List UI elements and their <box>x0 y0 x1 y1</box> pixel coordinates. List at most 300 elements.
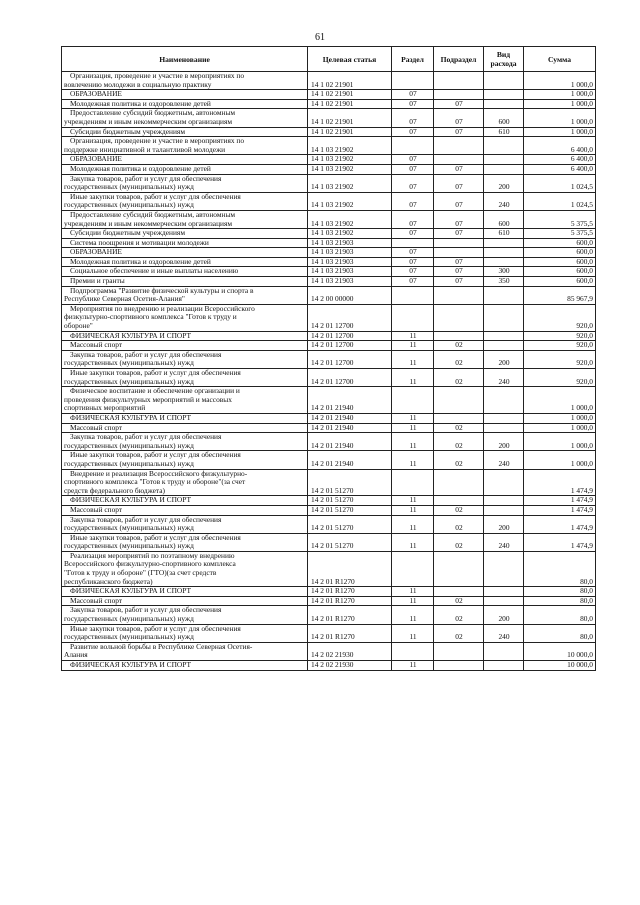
row-name <box>62 72 308 90</box>
row-name-line: спортивных мероприятий <box>64 403 146 413</box>
row-name-line: вовлечению молодежи в социальную практику <box>64 79 212 89</box>
row-target-article: 14 1 03 21903 <box>308 277 392 287</box>
table-row <box>62 387 596 414</box>
row-sum: 80,0 <box>524 596 596 606</box>
row-target-article: 14 2 01 21940 <box>308 423 392 433</box>
row-expense-type <box>484 587 524 597</box>
row-target-article: 14 1 03 21902 <box>308 155 392 165</box>
row-sum: 1 000,0 <box>524 413 596 423</box>
row-subsection: 02 <box>434 606 484 624</box>
row-expense-type <box>484 661 524 671</box>
row-subsection <box>434 286 484 304</box>
row-name <box>62 551 308 586</box>
row-subsection: 07 <box>434 229 484 239</box>
table-row <box>62 90 596 100</box>
row-section: 11 <box>392 413 434 423</box>
row-expense-type: 200 <box>484 433 524 451</box>
row-name-line: государственных (муниципальных) нужд <box>64 523 194 533</box>
table-row <box>62 661 596 671</box>
row-subsection <box>434 551 484 586</box>
row-sum: 600,0 <box>524 248 596 258</box>
table-row <box>62 350 596 368</box>
header-section: Раздел <box>392 47 434 72</box>
row-name <box>62 248 308 258</box>
row-section: 11 <box>392 433 434 451</box>
row-subsection <box>434 413 484 423</box>
table-row <box>62 192 596 210</box>
row-target-article: 14 2 01 21940 <box>308 451 392 469</box>
row-name <box>62 304 308 331</box>
row-target-article: 14 2 01 21940 <box>308 387 392 414</box>
table-row <box>62 496 596 506</box>
row-name <box>62 109 308 127</box>
row-name-line: государственных (муниципальных) нужд <box>64 541 194 551</box>
row-expense-type <box>484 387 524 414</box>
row-section: 11 <box>392 596 434 606</box>
table-row <box>62 469 596 496</box>
row-target-article: 14 1 03 21902 <box>308 192 392 210</box>
row-name <box>62 505 308 515</box>
row-expense-type: 350 <box>484 277 524 287</box>
row-name-line: Предоставление субсидий бюджетным, автономным <box>70 108 236 118</box>
row-section <box>392 72 434 90</box>
row-sum: 920,0 <box>524 350 596 368</box>
row-expense-type <box>484 596 524 606</box>
row-section <box>392 642 434 660</box>
row-name-line: Организация, проведение и участие в мероприятиях по <box>70 71 245 80</box>
row-name-line: Алания <box>64 650 88 660</box>
row-name-line: Организация, проведение и участие в мероприятиях по <box>70 136 245 146</box>
row-expense-type <box>484 642 524 660</box>
row-sum: 1 000,0 <box>524 109 596 127</box>
row-name-line: республиканского бюджета) <box>64 576 153 586</box>
table-row <box>62 72 596 90</box>
row-name <box>62 606 308 624</box>
row-name-line: ФИЗИЧЕСКАЯ КУЛЬТУРА И СПОРТ <box>70 330 191 340</box>
row-section <box>392 137 434 155</box>
row-expense-type <box>484 90 524 100</box>
row-target-article: 14 2 01 12700 <box>308 369 392 387</box>
table-row <box>62 533 596 551</box>
row-sum: 1 474,9 <box>524 515 596 533</box>
row-expense-type: 200 <box>484 350 524 368</box>
row-name-line: Иные закупки товаров, работ и услуг для обеспечения <box>70 368 241 377</box>
row-name <box>62 496 308 506</box>
row-expense-type: 610 <box>484 127 524 137</box>
row-expense-type <box>484 137 524 155</box>
row-target-article: 14 2 01 51270 <box>308 469 392 496</box>
row-section: 11 <box>392 341 434 351</box>
row-name <box>62 137 308 155</box>
row-expense-type <box>484 286 524 304</box>
row-subsection: 02 <box>434 624 484 642</box>
row-target-article: 14 2 01 R1270 <box>308 624 392 642</box>
table-row <box>62 155 596 165</box>
row-section: 11 <box>392 515 434 533</box>
row-name-line: государственных (муниципальных) нужд <box>64 376 194 386</box>
row-name-line: государственных (муниципальных) нужд <box>64 440 194 450</box>
row-name <box>62 413 308 423</box>
row-name-line: Мероприятия по внедрению и реализации Всероссийского <box>70 303 255 313</box>
row-subsection <box>434 90 484 100</box>
row-expense-type: 300 <box>484 267 524 277</box>
row-target-article: 14 2 01 12700 <box>308 304 392 331</box>
row-target-article: 14 2 01 12700 <box>308 331 392 341</box>
row-name-line: Премии и гранты <box>70 276 125 286</box>
row-expense-type <box>484 72 524 90</box>
row-name-line: государственных (муниципальных) нужд <box>64 182 194 192</box>
row-name <box>62 210 308 228</box>
row-subsection: 07 <box>434 164 484 174</box>
row-target-article: 14 2 01 51270 <box>308 533 392 551</box>
row-section <box>392 387 434 414</box>
row-name-line: государственных (муниципальных) нужд <box>64 200 194 210</box>
row-name <box>62 341 308 351</box>
row-section: 11 <box>392 505 434 515</box>
row-name <box>62 90 308 100</box>
table-header-row <box>62 47 596 72</box>
row-target-article: 14 1 02 21901 <box>308 99 392 109</box>
row-target-article: 14 2 01 R1270 <box>308 606 392 624</box>
table-row <box>62 137 596 155</box>
row-expense-type <box>484 505 524 515</box>
row-name-line: государственных (муниципальных) нужд <box>64 458 194 468</box>
row-sum: 920,0 <box>524 369 596 387</box>
row-sum: 6 400,0 <box>524 164 596 174</box>
row-target-article: 14 1 03 21903 <box>308 238 392 248</box>
row-sum: 600,0 <box>524 238 596 248</box>
table-row <box>62 515 596 533</box>
row-name-line: Молодежная политика и оздоровление детей <box>70 256 211 266</box>
table-row <box>62 642 596 660</box>
row-sum: 1 000,0 <box>524 90 596 100</box>
row-expense-type <box>484 413 524 423</box>
row-target-article: 14 1 03 21902 <box>308 137 392 155</box>
row-name <box>62 277 308 287</box>
row-section: 11 <box>392 661 434 671</box>
header-expense-type: Вид расхода <box>484 47 524 72</box>
row-expense-type: 200 <box>484 606 524 624</box>
row-sum: 6 400,0 <box>524 137 596 155</box>
row-target-article: 14 1 02 21901 <box>308 90 392 100</box>
row-section: 07 <box>392 90 434 100</box>
row-expense-type: 240 <box>484 192 524 210</box>
row-expense-type: 240 <box>484 451 524 469</box>
row-subsection: 02 <box>434 533 484 551</box>
row-subsection: 02 <box>434 350 484 368</box>
row-section: 07 <box>392 109 434 127</box>
row-sum: 10 000,0 <box>524 661 596 671</box>
row-section: 11 <box>392 331 434 341</box>
row-section: 07 <box>392 257 434 267</box>
row-name-line: ОБРАЗОВАНИЕ <box>70 247 122 257</box>
row-section <box>392 304 434 331</box>
row-name <box>62 229 308 239</box>
row-name-line: учреждениям и иным некоммерческим организациям <box>64 116 233 126</box>
row-target-article: 14 1 03 21903 <box>308 257 392 267</box>
row-expense-type: 240 <box>484 624 524 642</box>
row-name-line: "Готов к труду и обороне" (ГТО)(за счет средств <box>64 568 217 578</box>
row-target-article: 14 2 01 R1270 <box>308 551 392 586</box>
row-name-line: Всероссийского физкультурно-спортивного комплекса <box>64 559 236 569</box>
row-name-line: поддержке инициативной и талантливой молодежи <box>64 144 226 154</box>
table-row <box>62 286 596 304</box>
table-row <box>62 606 596 624</box>
row-name-line: Молодежная политика и оздоровление детей <box>70 163 211 173</box>
row-target-article: 14 2 01 12700 <box>308 341 392 351</box>
row-name-line: Массовый спорт <box>70 595 123 605</box>
row-sum: 920,0 <box>524 304 596 331</box>
row-sum: 10 000,0 <box>524 642 596 660</box>
row-subsection: 02 <box>434 451 484 469</box>
row-target-article: 14 1 03 21903 <box>308 248 392 258</box>
row-target-article: 14 1 03 21902 <box>308 164 392 174</box>
row-name-line: Внедрение и реализация Всероссийского физкультурно- <box>70 468 248 478</box>
budget-table <box>61 46 596 671</box>
row-expense-type <box>484 155 524 165</box>
row-target-article: 14 2 01 21940 <box>308 433 392 451</box>
row-sum: 1 024,5 <box>524 192 596 210</box>
row-sum: 600,0 <box>524 257 596 267</box>
row-subsection: 02 <box>434 596 484 606</box>
row-section <box>392 469 434 496</box>
row-subsection <box>434 496 484 506</box>
row-name-line: Массовый спорт <box>70 422 123 432</box>
table-row <box>62 277 596 287</box>
row-subsection: 02 <box>434 505 484 515</box>
table-row <box>62 109 596 127</box>
row-subsection: 07 <box>434 210 484 228</box>
row-name-line: Развитие вольной борьбы в Республике Северная Осетия- <box>70 641 253 651</box>
row-subsection: 07 <box>434 99 484 109</box>
row-subsection <box>434 238 484 248</box>
row-subsection: 07 <box>434 127 484 137</box>
row-sum: 80,0 <box>524 606 596 624</box>
row-expense-type: 600 <box>484 109 524 127</box>
row-section: 11 <box>392 423 434 433</box>
row-expense-type <box>484 164 524 174</box>
row-sum: 80,0 <box>524 551 596 586</box>
row-name-line: Закупка товаров, работ и услуг для обеспечения <box>70 605 222 615</box>
row-expense-type: 200 <box>484 174 524 192</box>
row-expense-type: 240 <box>484 533 524 551</box>
row-sum: 920,0 <box>524 331 596 341</box>
row-name-line: Закупка товаров, работ и услуг для обеспечения <box>70 514 222 524</box>
row-target-article: 14 2 01 51270 <box>308 505 392 515</box>
row-sum: 1 474,9 <box>524 533 596 551</box>
row-section: 11 <box>392 451 434 469</box>
table-row <box>62 229 596 239</box>
row-section: 11 <box>392 533 434 551</box>
row-subsection <box>434 155 484 165</box>
row-name <box>62 433 308 451</box>
row-name-line: Иные закупки товаров, работ и услуг для обеспечения <box>70 191 241 201</box>
row-subsection: 02 <box>434 341 484 351</box>
table-row <box>62 413 596 423</box>
row-sum: 600,0 <box>524 267 596 277</box>
row-name-line: Система поощрения и мотивации молодежи <box>70 237 209 247</box>
row-section: 11 <box>392 496 434 506</box>
row-target-article: 14 2 00 00000 <box>308 286 392 304</box>
row-section: 07 <box>392 99 434 109</box>
row-name-line: Республике Северная Осетия-Алания" <box>64 294 185 304</box>
row-target-article: 14 2 02 21930 <box>308 642 392 660</box>
row-subsection <box>434 304 484 331</box>
row-subsection: 02 <box>434 515 484 533</box>
row-expense-type <box>484 423 524 433</box>
row-expense-type: 240 <box>484 369 524 387</box>
row-expense-type: 610 <box>484 229 524 239</box>
table-row <box>62 341 596 351</box>
row-name-line: Массовый спорт <box>70 340 123 350</box>
row-name-line: Массовый спорт <box>70 504 123 514</box>
table-row <box>62 210 596 228</box>
row-subsection: 07 <box>434 277 484 287</box>
row-section: 11 <box>392 369 434 387</box>
row-subsection <box>434 587 484 597</box>
row-expense-type <box>484 331 524 341</box>
row-name-line: государственных (муниципальных) нужд <box>64 614 194 624</box>
row-subsection: 02 <box>434 433 484 451</box>
page-number: 61 <box>315 32 325 43</box>
row-name-line: ФИЗИЧЕСКАЯ КУЛЬТУРА И СПОРТ <box>70 495 191 505</box>
row-subsection: 02 <box>434 423 484 433</box>
row-name <box>62 587 308 597</box>
row-sum: 1 000,0 <box>524 451 596 469</box>
row-name <box>62 174 308 192</box>
row-name <box>62 350 308 368</box>
row-name-line: ОБРАЗОВАНИЕ <box>70 154 122 164</box>
table-row <box>62 174 596 192</box>
row-subsection: 07 <box>434 267 484 277</box>
row-name <box>62 624 308 642</box>
row-section: 11 <box>392 587 434 597</box>
row-name-line: Субсидии бюджетным учреждениям <box>70 228 186 238</box>
row-name-line: учреждениям и иным некоммерческим организациям <box>64 218 233 228</box>
row-section <box>392 286 434 304</box>
row-name-line: ФИЗИЧЕСКАЯ КУЛЬТУРА И СПОРТ <box>70 586 191 596</box>
header-target-article: Целевая статья <box>308 47 392 72</box>
row-name <box>62 661 308 671</box>
row-name <box>62 286 308 304</box>
row-name <box>62 515 308 533</box>
table-body <box>62 72 596 671</box>
row-sum: 1 474,9 <box>524 496 596 506</box>
row-name <box>62 642 308 660</box>
row-name <box>62 533 308 551</box>
row-subsection <box>434 661 484 671</box>
row-target-article: 14 2 02 21930 <box>308 661 392 671</box>
header-sum: Сумма <box>524 47 596 72</box>
row-name-line: Иные закупки товаров, работ и услуг для обеспечения <box>70 450 241 460</box>
row-expense-type <box>484 238 524 248</box>
row-sum: 1 474,9 <box>524 469 596 496</box>
row-target-article: 14 2 01 51270 <box>308 515 392 533</box>
row-expense-type <box>484 248 524 258</box>
row-expense-type <box>484 99 524 109</box>
row-name-line: ОБРАЗОВАНИЕ <box>70 89 122 99</box>
row-name <box>62 192 308 210</box>
row-sum: 1 024,5 <box>524 174 596 192</box>
row-target-article: 14 2 01 12700 <box>308 350 392 368</box>
table-row <box>62 551 596 586</box>
row-sum: 600,0 <box>524 277 596 287</box>
table-row <box>62 451 596 469</box>
row-name <box>62 469 308 496</box>
row-expense-type <box>484 304 524 331</box>
row-name-line: Предоставление субсидий бюджетным, автономным <box>70 209 236 219</box>
row-subsection <box>434 72 484 90</box>
row-expense-type <box>484 469 524 496</box>
row-target-article: 14 1 02 21901 <box>308 72 392 90</box>
row-sum: 80,0 <box>524 587 596 597</box>
table-row <box>62 433 596 451</box>
row-target-article: 14 1 03 21903 <box>308 267 392 277</box>
row-subsection <box>434 387 484 414</box>
row-name-line: Реализация мероприятий по поэтапному внедрению <box>70 550 235 560</box>
row-expense-type <box>484 551 524 586</box>
row-sum: 1 000,0 <box>524 387 596 414</box>
row-subsection: 07 <box>434 257 484 267</box>
row-section: 07 <box>392 127 434 137</box>
row-name-line: Физическое воспитание и обеспечение организации и <box>70 386 240 396</box>
row-name-line: Социальное обеспечение и иные выплаты населению <box>70 266 239 276</box>
row-expense-type <box>484 341 524 351</box>
row-subsection <box>434 642 484 660</box>
row-sum: 1 000,0 <box>524 433 596 451</box>
row-name-line: Закупка товаров, работ и услуг для обеспечения <box>70 432 222 442</box>
row-section: 11 <box>392 624 434 642</box>
row-sum: 1 000,0 <box>524 72 596 90</box>
row-target-article: 14 1 03 21902 <box>308 174 392 192</box>
table-row <box>62 505 596 515</box>
table-row <box>62 624 596 642</box>
row-name-line: средств федерального бюджета) <box>64 485 165 495</box>
row-section: 07 <box>392 277 434 287</box>
row-expense-type: 600 <box>484 210 524 228</box>
row-name <box>62 451 308 469</box>
row-name-line: проведения физкультурных мероприятий и массовых <box>64 394 232 404</box>
row-name-line: Закупка товаров, работ и услуг для обеспечения <box>70 349 222 359</box>
row-section: 07 <box>392 248 434 258</box>
table-row <box>62 369 596 387</box>
row-subsection: 07 <box>434 192 484 210</box>
row-sum: 6 400,0 <box>524 155 596 165</box>
row-name-line: спортивного комплекса "Готов к труду и обороне"(за счет <box>64 477 246 487</box>
row-name <box>62 164 308 174</box>
row-expense-type <box>484 496 524 506</box>
row-sum: 1 000,0 <box>524 127 596 137</box>
row-target-article: 14 2 01 51270 <box>308 496 392 506</box>
row-subsection <box>434 469 484 496</box>
row-target-article: 14 1 02 21901 <box>308 109 392 127</box>
row-name-line: Субсидии бюджетным учреждениям <box>70 126 186 136</box>
row-subsection: 02 <box>434 369 484 387</box>
row-name <box>62 369 308 387</box>
row-section: 11 <box>392 606 434 624</box>
row-section: 11 <box>392 350 434 368</box>
row-sum: 5 375,5 <box>524 229 596 239</box>
table-row <box>62 164 596 174</box>
row-subsection <box>434 137 484 155</box>
row-name-line: ФИЗИЧЕСКАЯ КУЛЬТУРА И СПОРТ <box>70 412 191 422</box>
row-subsection <box>434 248 484 258</box>
row-sum: 85 967,9 <box>524 286 596 304</box>
row-name <box>62 387 308 414</box>
row-sum: 920,0 <box>524 341 596 351</box>
row-subsection: 07 <box>434 109 484 127</box>
row-section: 07 <box>392 174 434 192</box>
